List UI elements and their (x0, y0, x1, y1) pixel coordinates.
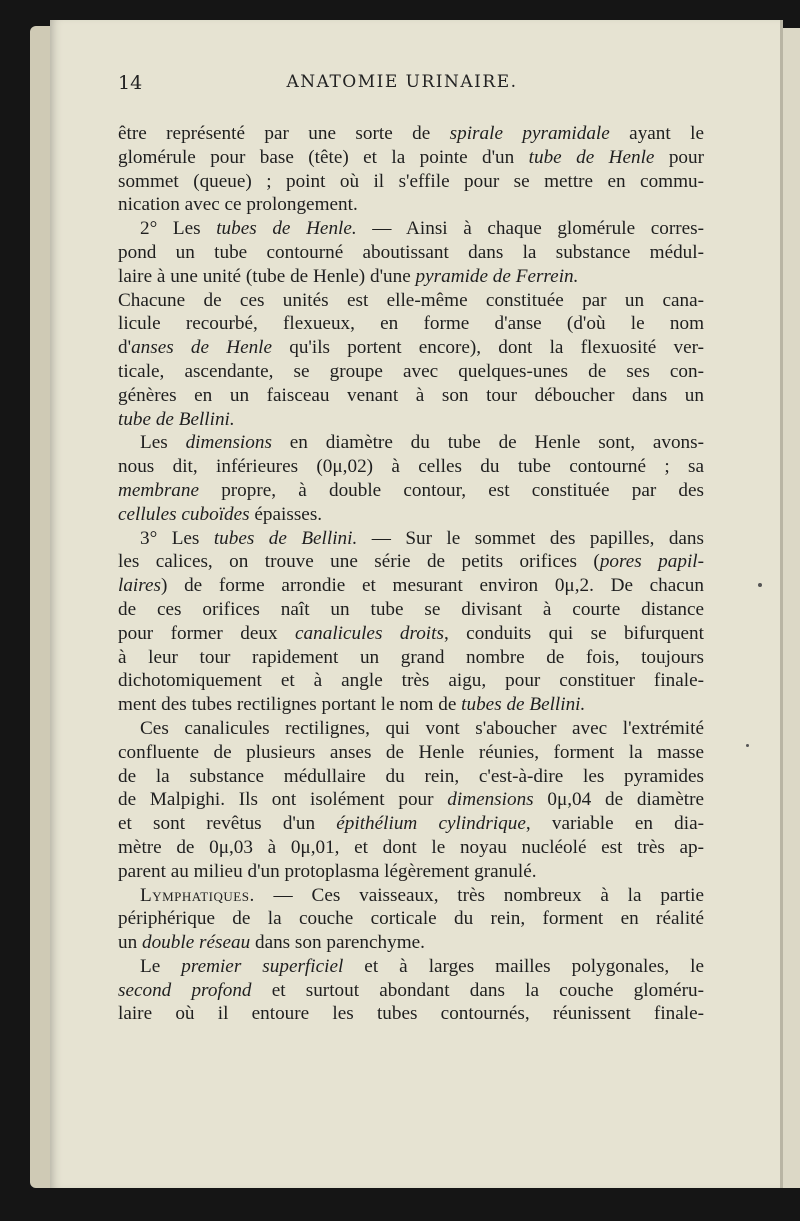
italic-term: second profond (118, 979, 252, 1001)
text-run: un (118, 932, 142, 954)
italic-term: tubes de Henle. (216, 218, 357, 240)
text-run: les calices, on trouve une série de petits orifices ( (118, 551, 600, 573)
text-run: 3° Les (140, 527, 214, 549)
page-number: 14 (118, 72, 143, 94)
text-line (118, 384, 704, 408)
text-line (118, 503, 704, 527)
text-run: 0μ,04 de diamètre (533, 789, 704, 811)
italic-term: tubes de Bellini. (461, 694, 586, 716)
text-run: propre, à double contour, est constituée par des (199, 479, 704, 501)
text-line (118, 717, 704, 741)
text-run: ticale, ascendante, se groupe avec quelques-unes de ses con- (118, 360, 704, 382)
text-line (118, 812, 704, 836)
text-line (118, 312, 704, 336)
text-line (118, 884, 704, 908)
text-line (118, 170, 704, 194)
paper-speck (758, 583, 762, 587)
text-line (118, 550, 704, 574)
text-run: — Ces vaisseaux, très nombreux à la partie (254, 884, 704, 906)
text-run: nication avec ce prolongement. (118, 194, 358, 216)
text-run: glomérule pour base (tête) et la pointe d'un (118, 146, 529, 168)
text-run: sommet (queue) ; point où il s'effile pour se mettre en commu- (118, 170, 704, 192)
text-run: dichotomiquement et à angle très aigu, pour constituer finale- (118, 670, 704, 692)
text-line (118, 146, 704, 170)
text-run: mètre de 0μ,03 à 0μ,01, et dont le noyau nucléolé est très ap- (118, 836, 704, 858)
text-run: Chacune de ces unités est elle-même constituée par un cana- (118, 289, 704, 311)
italic-term: épithélium cylindrique (336, 813, 526, 835)
paper-speck (746, 744, 749, 747)
italic-term: spirale pyramidale (449, 123, 610, 144)
italic-term: pyramide de Ferrein. (415, 265, 579, 287)
text-line (118, 979, 704, 1003)
text-line (118, 931, 704, 955)
italic-term: tube de Henle (528, 146, 655, 168)
text-line (118, 693, 704, 717)
text-run: ayant le (609, 123, 704, 144)
text-run: confluente de plusieurs anses de Henle réunies, forment la masse (118, 741, 704, 763)
italic-term: pores papil- (599, 551, 704, 573)
italic-term: canalicules droits (295, 622, 444, 644)
text-line (118, 860, 704, 884)
text-run: parent au milieu d'un protoplasma légèrement granulé. (118, 860, 537, 882)
text-run: et surtout abondant dans la couche gloméru- (251, 979, 704, 1001)
text-line (118, 788, 704, 812)
italic-term: tube de Bellini. (118, 408, 235, 430)
italic-term: membrane (118, 479, 199, 501)
italic-term: anses de Henle (131, 337, 273, 359)
text-line (118, 955, 704, 979)
text-run: de ces orifices naît un tube se divisant à courte distance (118, 598, 704, 620)
text-run: épaisses. (249, 503, 323, 525)
text-line (118, 241, 704, 265)
text-line (118, 527, 704, 551)
text-line (118, 122, 704, 146)
text-line (118, 669, 704, 693)
text-run: ) de forme arrondie et mesurant environ 0μ,2. De chacun (161, 575, 704, 597)
text-run: , variable en dia- (525, 813, 704, 835)
text-run: et sont revêtus d'un (118, 813, 337, 835)
text-line (118, 574, 704, 598)
text-run: pond un tube contourné aboutissant dans la substance médul- (118, 241, 704, 263)
text-line (118, 289, 704, 313)
text-run: Les (140, 432, 186, 454)
text-run: 2° Les (140, 218, 217, 240)
text-run: et à larges mailles polygonales, le (343, 955, 704, 977)
text-line (118, 455, 704, 479)
text-run: dans son parenchyme. (250, 932, 425, 954)
text-line (118, 336, 704, 360)
text-line (118, 622, 704, 646)
text-run: licule recourbé, flexueux, en forme d'anse (d'où le nom (118, 313, 704, 335)
text-run: Ces canalicules rectilignes, qui vont s'aboucher avec l'extrémité (140, 717, 704, 739)
text-run: de Malpighi. Ils ont isolément pour (118, 789, 448, 811)
text-run: ment des tubes rectilignes portant le nom de (118, 694, 462, 716)
italic-term: dimensions (447, 789, 534, 811)
text-line (118, 598, 704, 622)
text-run: de la substance médullaire du rein, c'est-à-dire les pyramides (118, 765, 704, 787)
text-line (118, 193, 704, 217)
text-run: — Sur le sommet des papilles, dans (357, 527, 704, 549)
text-run: , conduits qui se bifurquent (443, 622, 704, 644)
text-run: être représenté par une sorte de (118, 123, 450, 144)
text-line (118, 479, 704, 503)
italic-term: tubes de Bellini. (213, 527, 358, 549)
text-line (118, 907, 704, 931)
text-run: laire où il entoure les tubes contournés, réunissent finale- (118, 1003, 704, 1025)
text-run: en diamètre du tube de Henle sont, avons- (271, 432, 704, 454)
text-line (118, 1002, 704, 1026)
text-run: laire à une unité (tube de Henle) d'une (118, 265, 416, 287)
text-run: — Ainsi à chaque glomérule corres- (356, 218, 704, 240)
italic-term: laires (118, 575, 161, 597)
italic-term: premier superficiel (181, 955, 344, 977)
text-line (118, 217, 704, 241)
text-run: périphérique de la couche corticale du rein, forment en réalité (118, 908, 704, 930)
page-header (118, 72, 686, 102)
body-text (118, 122, 704, 1026)
text-line (118, 765, 704, 789)
text-line (118, 646, 704, 670)
text-run: pour (654, 146, 704, 168)
text-run: pour former deux (118, 622, 296, 644)
text-line (118, 431, 704, 455)
running-title: ANATOMIE URINAIRE. (286, 72, 518, 92)
text-run: qu'ils portent encore), dont la flexuosité ver- (272, 337, 705, 359)
text-line (118, 408, 704, 432)
italic-term: cellules cuboïdes (118, 503, 250, 525)
text-run: Le (140, 955, 182, 977)
italic-term: dimensions (185, 432, 272, 454)
text-line (118, 836, 704, 860)
italic-term: double réseau (141, 932, 251, 954)
small-caps-heading: Lymphatiques. (140, 884, 255, 906)
text-run: à leur tour rapidement un grand nombre de fois, toujours (118, 646, 704, 668)
text-line (118, 265, 704, 289)
text-line (118, 360, 704, 384)
text-run: d' (118, 337, 132, 359)
text-line (118, 741, 704, 765)
text-run: génères en un faisceau venant à son tour déboucher dans un (118, 384, 704, 406)
text-run: nous dit, inférieures (0μ,02) à celles du tube contourné ; sa (118, 456, 704, 478)
